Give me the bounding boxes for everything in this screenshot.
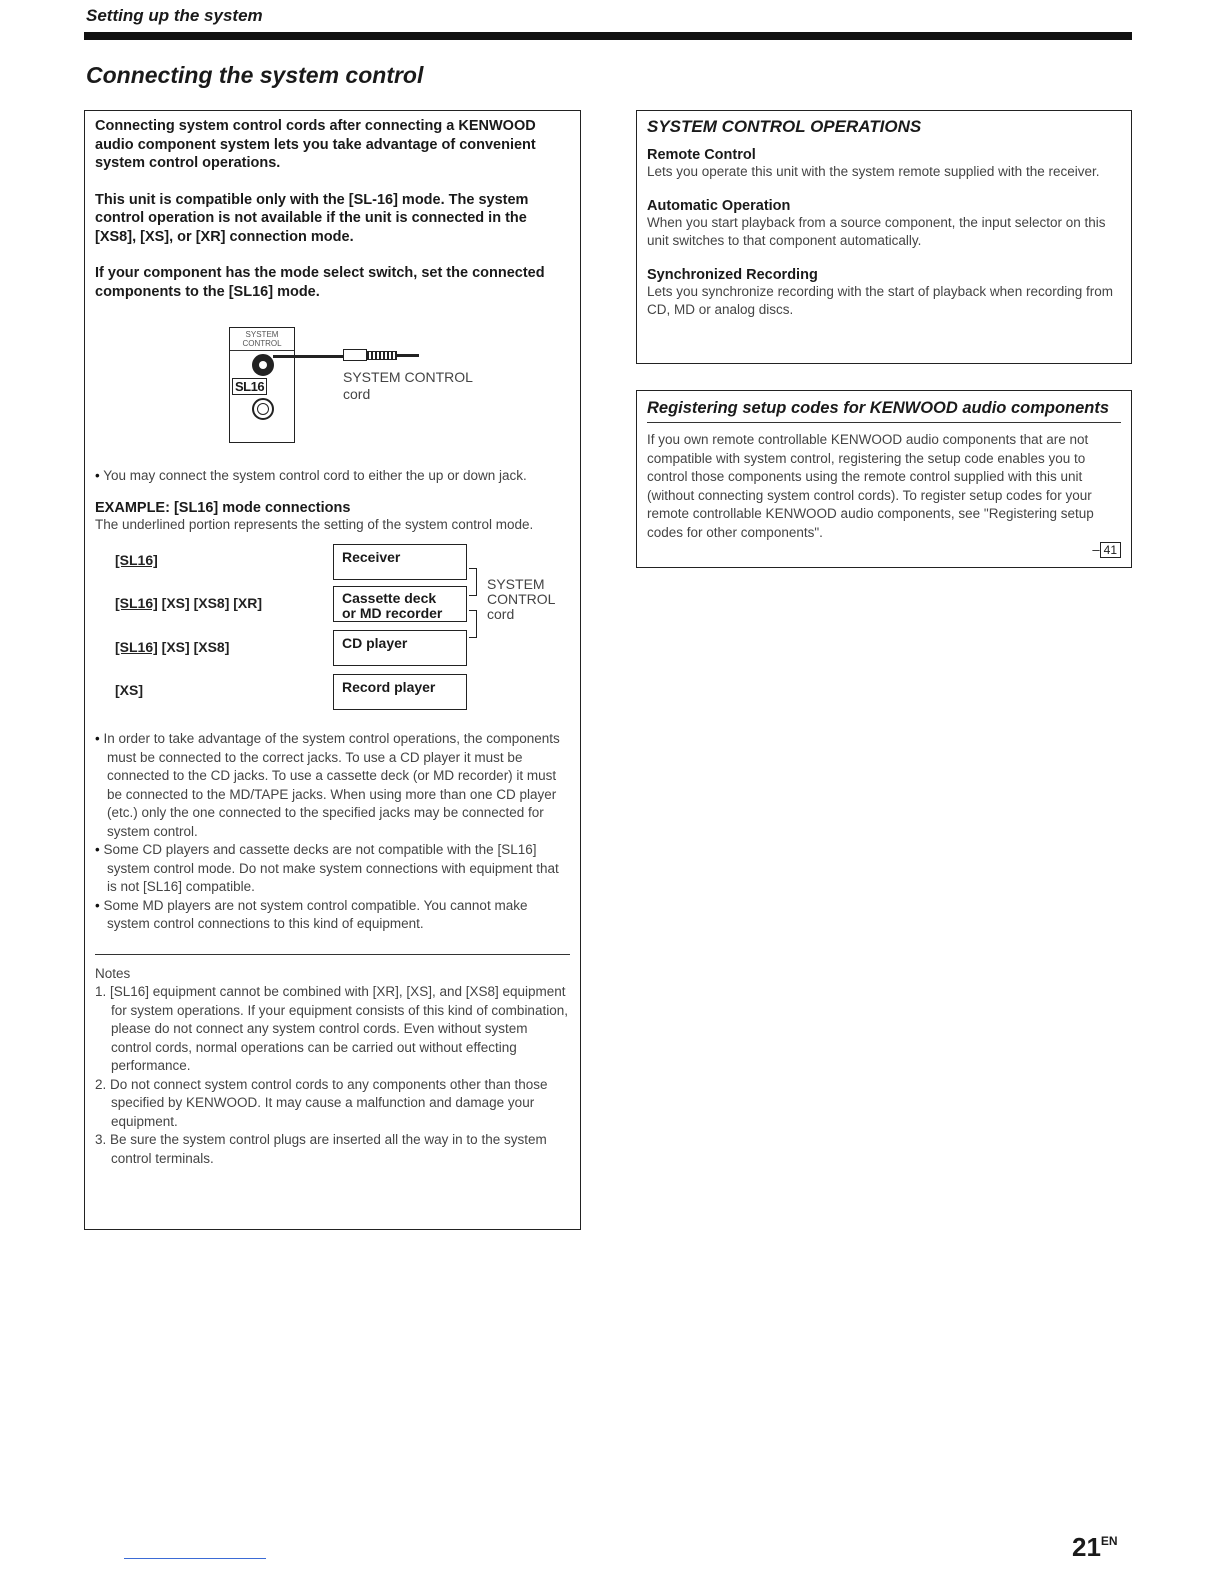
connector-bracket-2 (469, 610, 477, 638)
jack-note: • You may connect the system control cord to either the up or down jack. (95, 468, 527, 483)
op-remote-title: Remote Control (647, 147, 756, 163)
connection-diagram (95, 311, 570, 461)
operations-panel (636, 110, 1132, 364)
device-cd-player: CD player (333, 630, 467, 666)
up-jack-icon (252, 354, 274, 376)
plug-tail (397, 354, 419, 357)
example-title: EXAMPLE: [SL16] mode connections (95, 499, 351, 516)
register-panel (636, 390, 1132, 568)
op-remote-text: Lets you operate this unit with the system remote supplied with the receiver. (647, 164, 1100, 179)
bullet-list (95, 730, 570, 934)
note-item: 1. [SL16] equipment cannot be combined with [XR], [XS], and [XS8] equipment for system operations. If your equipment consists of this kind of combination, please do not connect any system control cords. Even without system control cords, normal operations can be carried out without effecting performance. (95, 984, 568, 1073)
page-title: Connecting the system control (86, 62, 424, 88)
cord-caption-line2: cord (343, 386, 371, 402)
mode-switch-text: If your component has the mode select switch, set the connected components to the [SL16] mode. (95, 265, 545, 300)
plug-icon (343, 349, 367, 361)
left-panel (84, 110, 581, 1230)
panel-label: SYSTEM CONTROL (230, 328, 294, 351)
example-text: The underlined portion represents the setting of the system control mode. (95, 516, 534, 532)
device-record-player: Record player (333, 674, 467, 710)
operations-title: SYSTEM CONTROL OPERATIONS (647, 117, 922, 136)
notes-divider (95, 954, 570, 955)
mode-row-1: [SL16] (115, 552, 158, 568)
op-auto-title: Automatic Operation (647, 197, 791, 214)
mode-row-2: [SL16] [XS] [XS8] [XR] (115, 595, 263, 611)
connector-bracket-1 (469, 568, 477, 596)
section-header: Setting up the system (86, 6, 263, 25)
cord-caption (343, 369, 473, 403)
intro-text: Connecting system control cords after connecting a KENWOOD audio component system lets you take advantage of convenient system control operations. (95, 118, 536, 171)
rear-panel (229, 327, 295, 443)
bullet-item: • In order to take advantage of the system control operations, the components must be connected to the correct jacks. To use a CD player it must be connected to the CD jacks. To use a cassette deck (or MD recorder) it must be connected to the MD/TAPE jacks. When using more than one CD player (etc.) only the one connected to the specified jacks may be connected for system control. (95, 731, 560, 839)
mode-row-3: [SL16] [XS] [XS8] (115, 639, 230, 655)
sl16-mark: SL16 (232, 378, 267, 395)
note-item: 2. Do not connect system control cords to any components other than those specified by KENWOOD. It may cause a malfunction and damage your equipment. (95, 1076, 548, 1129)
mode-row-4: [XS] (115, 682, 143, 698)
bullet-item: • Some CD players and cassette decks are not compatible with the [SL16] system control mode. Do not make system connections with equipment that is not [SL16] compatible. (95, 842, 559, 894)
notes-title: Notes (95, 965, 131, 981)
page-ref-badge: 41 (1100, 542, 1121, 558)
bullet-item: • Some MD players are not system control compatible. You cannot make system control connections to this kind of equipment. (95, 897, 528, 931)
register-title: Registering setup codes for KENWOOD audio components (647, 399, 1121, 423)
op-sync-text: Lets you synchronize recording with the start of playback when recording from CD, MD or analog discs. (647, 283, 1113, 317)
page-number: $21^{EN}$ (1072, 1532, 1118, 1562)
plug-body-icon (367, 351, 397, 360)
cord-caption-line1: SYSTEM CONTROL (343, 369, 473, 385)
device-cassette: Cassette deck or MD recorder (333, 586, 467, 622)
header-rule (84, 32, 1132, 40)
op-sync-title: Synchronized Recording (647, 266, 818, 283)
device-receiver: Receiver (333, 544, 467, 580)
note-item: 3. Be sure the system control plugs are inserted all the way in to the system control terminals. (95, 1132, 547, 1166)
mode-table (95, 544, 570, 716)
system-control-cord-label: SYSTEM CONTROL cord (487, 576, 556, 622)
compat-text: This unit is compatible only with the [SL-16] mode. The system control operation is not available if the unit is connected in the [XS8], [XS], or [XR] connection mode. (95, 191, 529, 245)
down-jack-icon (252, 398, 274, 420)
lang-code: EN (1100, 1534, 1118, 1548)
cord-line (273, 355, 343, 358)
register-text: If you own remote controllable KENWOOD audio components that are not compatible with system control, registering the setup code enables you to control those components using the remote control supplied with this unit (without connecting system control cords). To register setup codes for your remote controllable KENWOOD audio components, see "Registering setup codes for other components". (647, 432, 1094, 540)
footer-line (124, 1558, 266, 1559)
page-reference: – 41 (647, 542, 1121, 557)
op-auto-text: When you start playback from a source component, the input selector on this unit switches to that component automatically. (647, 214, 1106, 248)
